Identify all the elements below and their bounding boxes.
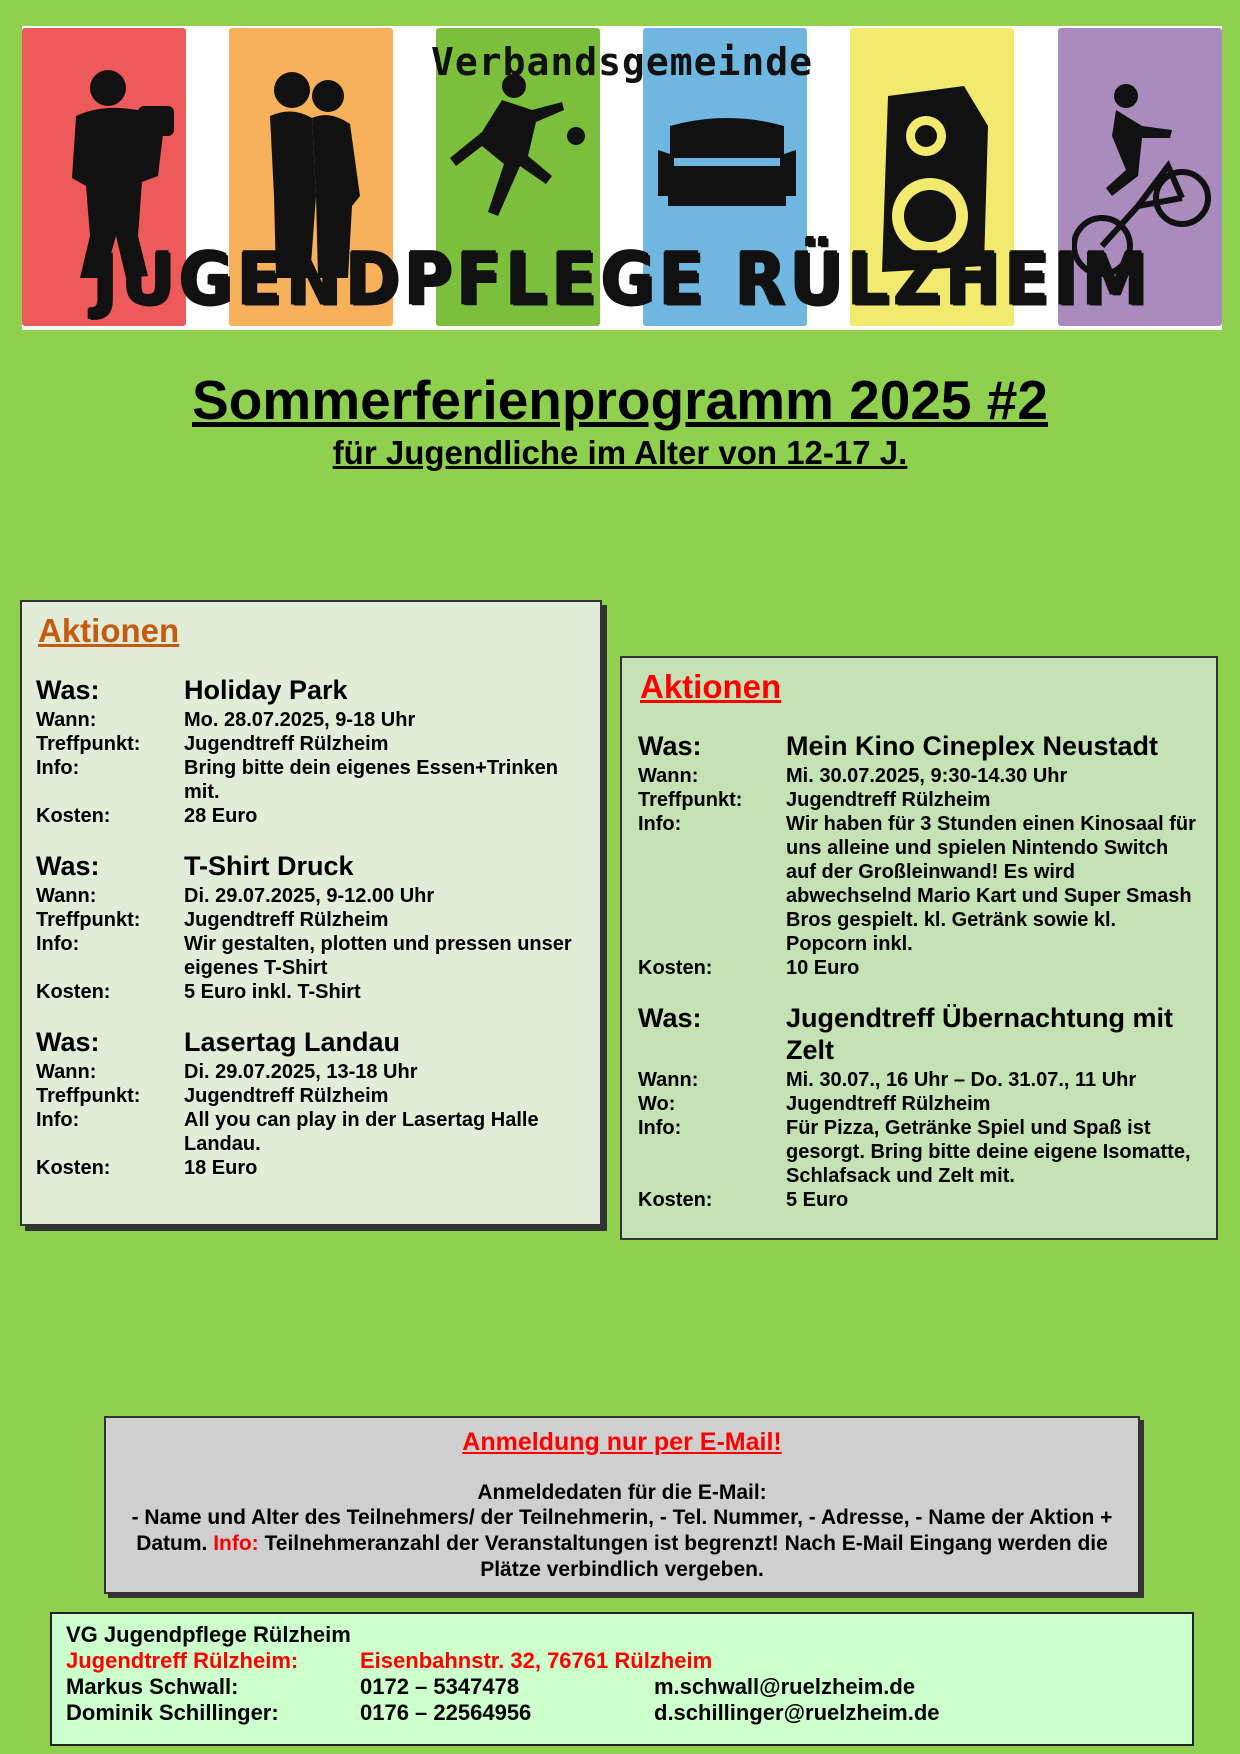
detail-label: Kosten: xyxy=(36,805,111,827)
was-label: Was: xyxy=(36,851,100,881)
detail-label: Treffpunkt: xyxy=(36,909,141,931)
detail-value: Wir haben für 3 Stunden einen Kinosaal für uns alleine und spielen Nintendo Switch auf der Großleinwand! Es wird abwechselnd Mario Kart und Super Smash Bros gespielt. kl. Getränk sowie kl. Popcorn inkl. xyxy=(786,813,1196,955)
event-title: Jugendtreff Übernachtung mit Zelt xyxy=(786,1003,1174,1065)
event-title: T-Shirt Druck xyxy=(184,851,354,881)
page-title: Sommerferienprogramm 2025 #2 xyxy=(192,369,1048,431)
event-detail-row xyxy=(36,1156,586,1180)
detail-label: Info: xyxy=(36,757,80,779)
event-detail-row xyxy=(638,1068,1200,1092)
registration-text: - Name und Alter des Teilnehmers/ der Teilnehmerin, - Tel. Nummer, - Adresse, - Name der Aktion + Datum. xyxy=(131,1506,1113,1555)
event-detail-row xyxy=(36,980,586,1004)
event-detail-row xyxy=(36,1084,586,1108)
detail-label: Wo: xyxy=(638,1093,676,1115)
was-label: Was: xyxy=(638,1003,702,1033)
event-title-row xyxy=(36,850,586,882)
page-subtitle: für Jugendliche im Alter von 12-17 J. xyxy=(332,434,908,471)
detail-label: Kosten: xyxy=(36,1157,111,1179)
person-name: Markus Schwall: xyxy=(66,1674,239,1699)
detail-label: Kosten: xyxy=(638,1189,713,1211)
event-detail-row xyxy=(36,732,586,756)
detail-label: Treffpunkt: xyxy=(638,789,743,811)
box-heading: Aktionen xyxy=(38,612,180,649)
person-name: Dominik Schillinger: xyxy=(66,1700,279,1725)
event-detail-row xyxy=(638,1188,1200,1212)
detail-value: Jugendtreff Rülzheim xyxy=(184,1085,389,1107)
detail-value: Jugendtreff Rülzheim xyxy=(184,733,389,755)
event-item xyxy=(638,1002,1200,1212)
event-detail-row xyxy=(36,932,586,980)
event-detail-row xyxy=(36,756,586,804)
event-item xyxy=(36,674,586,828)
event-item xyxy=(638,730,1200,980)
detail-value: 5 Euro inkl. T-Shirt xyxy=(184,981,361,1003)
contact-org: VG Jugendpflege Rülzheim xyxy=(66,1622,351,1647)
event-detail-row xyxy=(36,1060,586,1084)
event-title-row xyxy=(36,1026,586,1058)
detail-label: Treffpunkt: xyxy=(36,733,141,755)
event-detail-row xyxy=(36,708,586,732)
detail-value: 18 Euro xyxy=(184,1157,258,1179)
detail-value: Mi. 30.07., 16 Uhr – Do. 31.07., 11 Uhr xyxy=(786,1069,1137,1091)
detail-value: 10 Euro xyxy=(786,957,860,979)
detail-value: All you can play in der Lasertag Halle Landau. xyxy=(184,1109,539,1155)
registration-subtitle: Anmeldedaten für die E-Mail: xyxy=(477,1481,767,1504)
was-label: Was: xyxy=(638,731,702,761)
detail-label: Treffpunkt: xyxy=(36,1085,141,1107)
detail-label: Wann: xyxy=(36,709,97,731)
person-email[interactable]: m.schwall@ruelzheim.de xyxy=(654,1674,916,1699)
event-title-row xyxy=(36,674,586,706)
detail-value: Mi. 30.07.2025, 9:30-14.30 Uhr xyxy=(786,765,1068,787)
detail-value: Jugendtreff Rülzheim xyxy=(184,909,389,931)
detail-label: Wann: xyxy=(638,765,699,787)
detail-label: Info: xyxy=(638,813,682,835)
detail-value: 5 Euro xyxy=(786,1189,849,1211)
event-list xyxy=(36,674,586,1180)
detail-label: Info: xyxy=(36,933,80,955)
detail-value: Wir gestalten, plotten und pressen unser eigenes T-Shirt xyxy=(184,933,572,979)
registration-text: Teilnehmeranzahl der Veranstaltungen ist begrenzt! Nach E-Mail Eingang werden die Plätze verbindlich vergeben. xyxy=(258,1532,1108,1581)
detail-value: 28 Euro xyxy=(184,805,258,827)
event-detail-row xyxy=(36,908,586,932)
event-title: Mein Kino Cineplex Neustadt xyxy=(786,731,1159,761)
event-detail-row xyxy=(36,804,586,828)
detail-value: Bring bitte dein eigenes Essen+Trinken mit. xyxy=(184,757,558,803)
detail-label: Kosten: xyxy=(638,957,713,979)
event-detail-row xyxy=(638,1116,1200,1188)
detail-label: Info: xyxy=(638,1117,682,1139)
place-label: Jugendtreff Rülzheim: xyxy=(66,1648,299,1673)
event-item xyxy=(36,850,586,1004)
detail-value: Di. 29.07.2025, 13-18 Uhr xyxy=(184,1061,418,1083)
detail-value: Für Pizza, Getränke Spiel und Spaß ist gesorgt. Bring bitte deine eigene Isomatte, Schlafsack und Zelt mit. xyxy=(786,1117,1191,1187)
was-label: Was: xyxy=(36,675,100,705)
detail-value: Mo. 28.07.2025, 9-18 Uhr xyxy=(184,709,416,731)
contact-place xyxy=(66,1648,1178,1674)
detail-value: Di. 29.07.2025, 9-12.00 Uhr xyxy=(184,885,435,907)
event-detail-row xyxy=(638,764,1200,788)
detail-label: Wann: xyxy=(36,1061,97,1083)
event-detail-row xyxy=(36,884,586,908)
event-detail-row xyxy=(638,956,1200,980)
contact-box xyxy=(50,1612,1194,1746)
event-detail-row xyxy=(36,1108,586,1156)
detail-label: Kosten: xyxy=(36,981,111,1003)
was-label: Was: xyxy=(36,1027,100,1057)
registration-body xyxy=(106,1505,1138,1583)
person-phone[interactable]: 0172 – 5347478 xyxy=(360,1674,520,1699)
events-box-left xyxy=(20,600,602,1226)
event-detail-row xyxy=(638,788,1200,812)
person-email[interactable]: d.schillinger@ruelzheim.de xyxy=(654,1700,940,1725)
detail-label: Info: xyxy=(36,1109,80,1131)
contact-person xyxy=(66,1700,1178,1726)
banner-supertitle: Verbandsgemeinde xyxy=(430,40,814,84)
detail-value: Jugendtreff Rülzheim xyxy=(786,1093,991,1115)
registration-title: Anmeldung nur per E-Mail! xyxy=(462,1428,782,1456)
detail-label: Wann: xyxy=(638,1069,699,1091)
event-title: Lasertag Landau xyxy=(184,1027,401,1057)
event-item xyxy=(36,1026,586,1180)
banner xyxy=(22,26,1222,330)
registration-box xyxy=(104,1416,1140,1594)
detail-value: Jugendtreff Rülzheim xyxy=(786,789,991,811)
event-title: Holiday Park xyxy=(184,675,348,705)
box-heading: Aktionen xyxy=(640,668,782,705)
event-title-row xyxy=(638,730,1200,762)
info-label: Info: xyxy=(213,1532,259,1555)
person-phone[interactable]: 0176 – 22564956 xyxy=(360,1700,532,1725)
detail-label: Wann: xyxy=(36,885,97,907)
banner-title: JUGENDPFLEGE RÜLZHEIM xyxy=(92,236,1152,321)
event-detail-row xyxy=(638,812,1200,956)
events-box-right xyxy=(620,656,1218,1240)
event-detail-row xyxy=(638,1092,1200,1116)
event-title-row xyxy=(638,1002,1200,1066)
event-list xyxy=(638,730,1200,1212)
contact-person xyxy=(66,1674,1178,1700)
place-address: Eisenbahnstr. 32, 76761 Rülzheim xyxy=(360,1648,713,1673)
